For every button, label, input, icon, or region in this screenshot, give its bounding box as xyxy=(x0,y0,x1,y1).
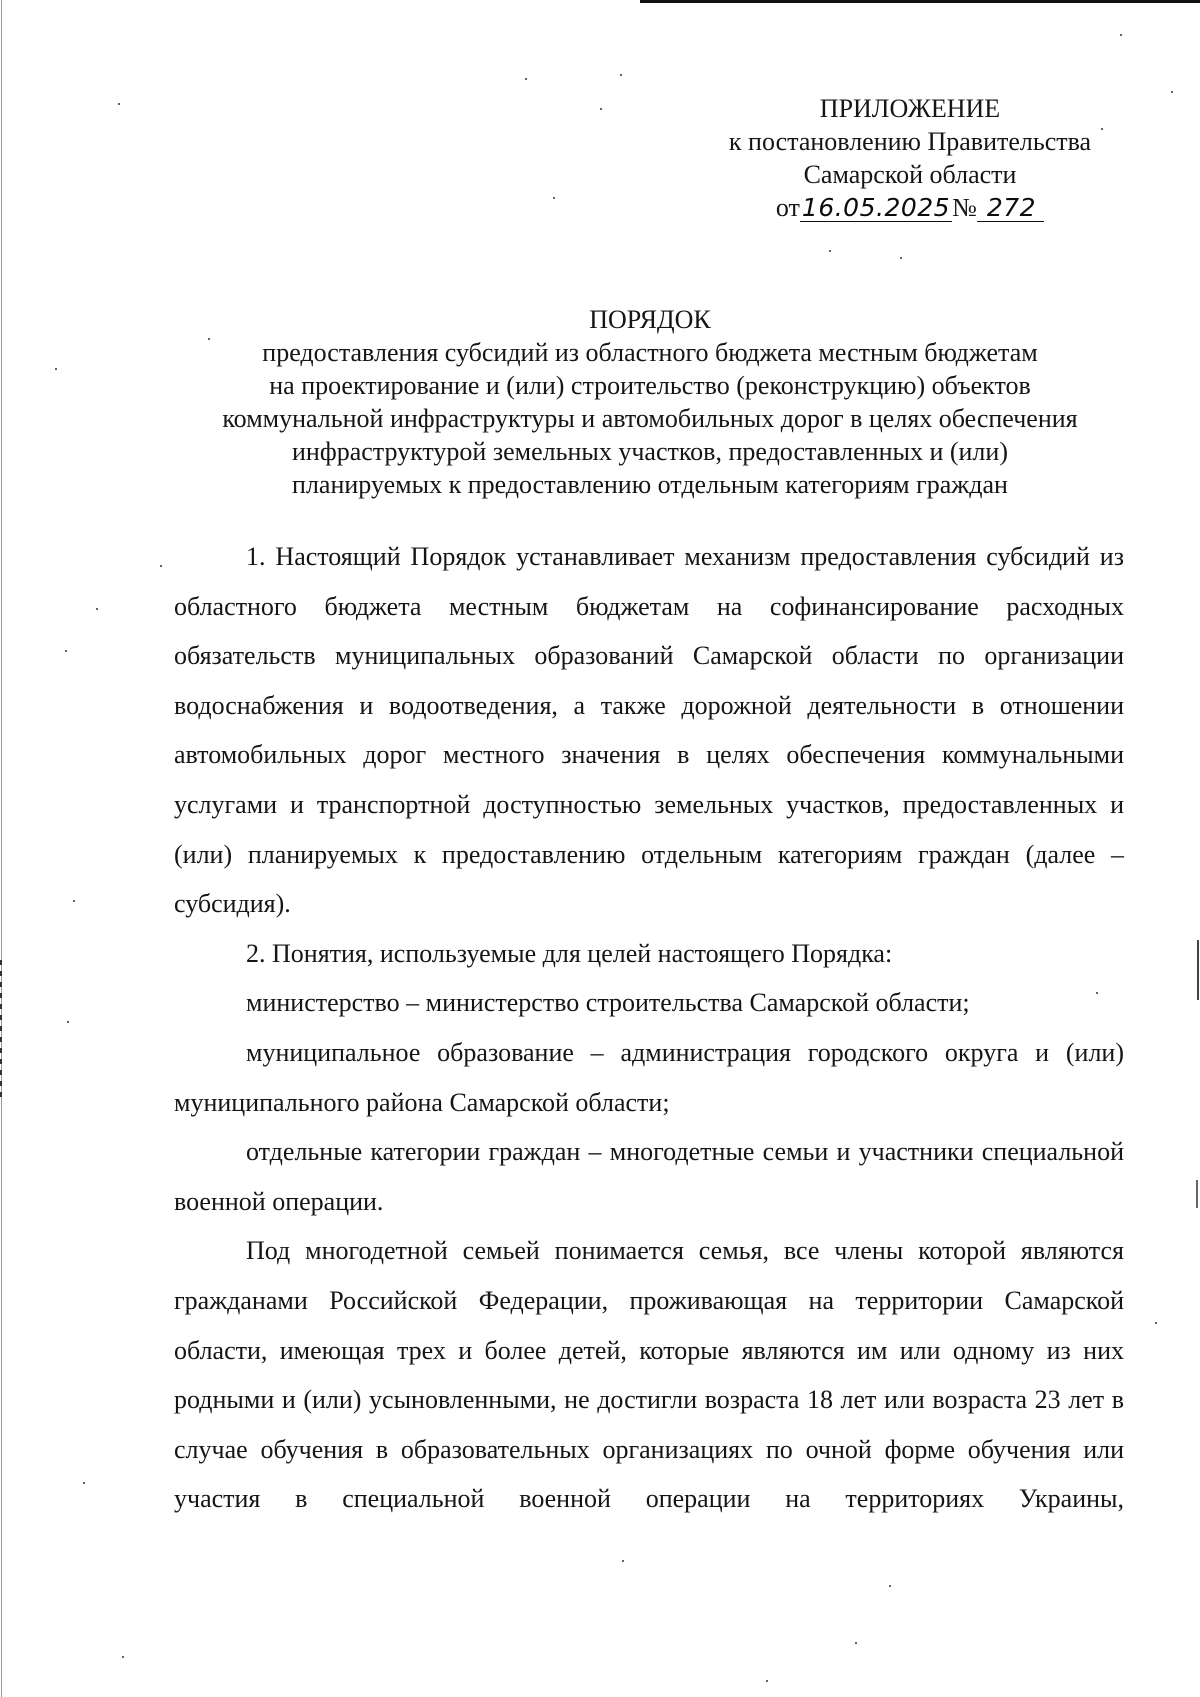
scan-speck xyxy=(829,250,831,252)
scan-speck xyxy=(855,1642,857,1644)
paragraph: муниципальное образование – администрация городского округа и (или) муниципального района Самарской области; xyxy=(174,1037,1124,1117)
scan-speck xyxy=(65,650,67,652)
scan-speck xyxy=(889,1585,891,1587)
scan-speck xyxy=(1171,91,1173,93)
appendix-heading: ПРИЛОЖЕНИЕ xyxy=(819,94,1001,123)
scan-right-mark xyxy=(1196,1180,1198,1208)
scan-speck xyxy=(96,608,98,610)
scan-dashed-edge xyxy=(0,960,2,1100)
scan-speck xyxy=(600,108,602,110)
paragraph: 2. Понятия, используемые для целей настоящего Порядка: xyxy=(246,938,893,968)
scan-speck xyxy=(525,78,527,80)
scan-speck xyxy=(122,1656,124,1658)
scan-left-edge xyxy=(1,0,2,1697)
number-sign: № xyxy=(952,193,977,222)
scan-speck xyxy=(160,565,162,567)
scan-speck xyxy=(1120,34,1122,36)
scan-speck xyxy=(73,900,75,902)
title-line: планируемых к предоставлению отдельным категориям граждан xyxy=(292,470,1008,499)
scan-speck xyxy=(1155,1322,1157,1324)
scan-speck xyxy=(766,1680,768,1682)
title-line: на проектирование и (или) строительство (реконструкцию) объектов xyxy=(269,371,1031,400)
scan-speck xyxy=(55,368,57,370)
scan-top-rule xyxy=(640,0,1200,3)
paragraph: Под многодетной семьей понимается семья, все члены которой являются гражданами Российской Федерации, проживающая на территории Самарской области, имеющая трех и более детей, которые являются им или одному из них родными и (или) усыновленными, не достигли возраста 18 лет или возраста 23 лет в случае обучения в образовательных организациях по очной форме обучения или участия в специальной военной операции на территориях Украины, xyxy=(174,1236,1124,1514)
scan-speck xyxy=(620,74,622,76)
handwritten-date: 16.05.2025 xyxy=(801,193,951,222)
appendix-date-line xyxy=(690,191,1130,224)
scan-right-mark xyxy=(1197,940,1199,1000)
scan-speck xyxy=(900,257,902,259)
appendix-header xyxy=(690,92,1130,224)
paragraph: министерство – министерство строительства Самарской области; xyxy=(246,988,970,1018)
title-line: коммунальной инфраструктуры и автомобильных дорог в целях обеспечения xyxy=(222,404,1078,433)
scan-speck xyxy=(553,197,555,199)
appendix-line: к постановлению Правительства xyxy=(728,127,1092,156)
title-line: предоставления субсидий из областного бюджета местным бюджетам xyxy=(262,338,1038,367)
handwritten-number: 272 xyxy=(977,195,1044,222)
date-prefix: от xyxy=(775,193,800,222)
title-line: инфраструктурой земельных участков, предоставленных и (или) xyxy=(292,437,1008,466)
document-title xyxy=(170,303,1130,501)
appendix-line: Самарской области xyxy=(803,160,1017,189)
scan-speck xyxy=(83,1482,85,1484)
scan-speck xyxy=(118,103,120,105)
scan-speck xyxy=(67,1021,69,1023)
paragraph: отдельные категории граждан – многодетные семьи и участники специальной военной операции. xyxy=(174,1137,1124,1216)
paragraph: 1. Настоящий Порядок устанавливает механизм предоставления субсидий из областного бюджета местным бюджетам на софинансирование расходных обязательств муниципальных образований Самарской области по организации водоснабжения и водоотведения, а также дорожной деятельности в отношении автомобильных дорог местного значения в целях обеспечения коммунальными услугами и транспортной доступностью земельных участков, предоставленных и (или) планируемых к предоставлению отдельным категориям граждан (далее – субсидия). xyxy=(174,542,1124,919)
title-heading: ПОРЯДОК xyxy=(589,305,711,334)
scan-speck xyxy=(622,1560,624,1562)
document-body xyxy=(174,532,1124,1524)
